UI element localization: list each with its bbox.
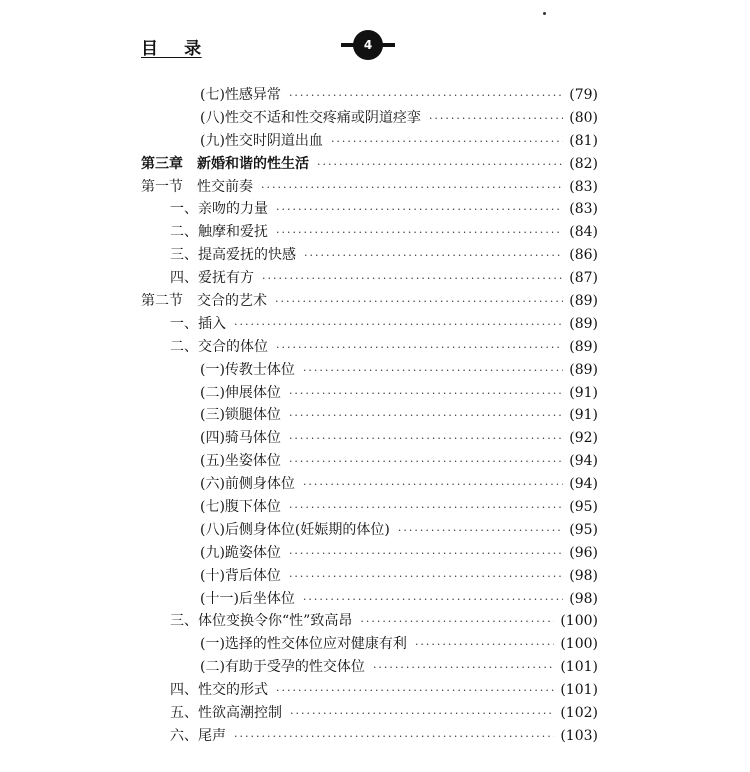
table-of-contents <box>0 84 750 748</box>
page-speck <box>543 12 546 15</box>
toc-entry <box>0 473 750 496</box>
toc-entry-title: 四、爱抚有方 <box>170 270 254 287</box>
toc-entry <box>0 359 750 382</box>
toc-entry-title: (一)传教士体位 <box>200 361 295 378</box>
toc-entry <box>0 221 750 244</box>
dot-leader <box>398 524 563 537</box>
toc-entry-title: 三、提高爱抚的快感 <box>170 247 296 264</box>
toc-entry-page: (89) <box>569 293 598 310</box>
toc-entry-title: (五)坐姿体位 <box>200 453 281 470</box>
toc-entry <box>0 336 750 359</box>
toc-entry <box>0 725 750 748</box>
dot-leader <box>289 409 563 422</box>
toc-entry-title: 三、体位变换令你“性”致高昂 <box>170 613 353 630</box>
dot-leader <box>276 203 563 216</box>
toc-entry-title: 二、触摩和爱抚 <box>170 224 268 241</box>
toc-entry-title: 第二节 交合的艺术 <box>141 293 267 310</box>
dot-leader <box>429 112 563 125</box>
toc-entry <box>0 450 750 473</box>
toc-entry-page: (83) <box>569 178 598 195</box>
dot-leader <box>261 181 563 194</box>
dot-leader <box>290 707 554 720</box>
dot-leader <box>303 478 563 491</box>
publisher-emblem-icon: 4 <box>353 30 383 60</box>
toc-entry <box>0 107 750 130</box>
dot-leader <box>304 249 563 262</box>
toc-entry <box>0 610 750 633</box>
toc-entry <box>0 427 750 450</box>
toc-entry-page: (100) <box>560 636 598 653</box>
dot-leader <box>303 364 563 377</box>
toc-entry <box>0 176 750 199</box>
toc-entry <box>0 130 750 153</box>
toc-entry <box>0 656 750 679</box>
dot-leader <box>289 501 563 514</box>
toc-entry-page: (96) <box>569 544 598 561</box>
toc-entry-page: (91) <box>569 407 598 424</box>
toc-entry-page: (95) <box>569 521 598 538</box>
toc-entry-page: (98) <box>569 567 598 584</box>
toc-entry-title: 一、亲吻的力量 <box>170 201 268 218</box>
toc-entry-title: (三)锁腿体位 <box>200 407 281 424</box>
toc-entry-page: (83) <box>569 201 598 218</box>
dot-leader <box>234 730 554 743</box>
toc-entry-page: (102) <box>560 705 598 722</box>
toc-entry-title: 五、性欲高潮控制 <box>170 705 282 722</box>
toc-entry-page: (94) <box>569 476 598 493</box>
toc-entry-title: (二)有助于受孕的性交体位 <box>200 659 365 676</box>
dot-leader <box>373 661 554 674</box>
toc-entry <box>0 382 750 405</box>
toc-entry-title: (六)前侧身体位 <box>200 476 295 493</box>
toc-entry-title: (一)选择的性交体位应对健康有利 <box>200 636 407 653</box>
dot-leader <box>289 547 563 560</box>
toc-entry-title: (七)性感异常 <box>200 87 281 103</box>
dot-leader <box>275 295 563 308</box>
toc-entry <box>0 313 750 336</box>
dot-leader <box>276 684 554 697</box>
toc-entry-page: (89) <box>569 361 598 378</box>
toc-entry-page: (82) <box>569 155 598 172</box>
dot-leader <box>289 89 563 102</box>
toc-entry-page: (81) <box>569 132 598 149</box>
dot-leader <box>303 593 563 606</box>
dot-leader <box>289 455 563 468</box>
toc-entry-page: (98) <box>569 590 598 607</box>
toc-entry <box>0 290 750 313</box>
toc-entry-title: 第一节 性交前奏 <box>141 178 253 195</box>
toc-entry-page: (80) <box>569 109 598 126</box>
toc-entry-page: (91) <box>569 384 598 401</box>
toc-entry <box>0 565 750 588</box>
toc-entry-page: (94) <box>569 453 598 470</box>
toc-entry-title: 二、交合的体位 <box>170 338 268 355</box>
toc-entry-title: (八)后侧身体位(妊娠期的体位) <box>200 521 390 538</box>
toc-entry-page: (100) <box>560 613 598 630</box>
toc-entry-title: 一、插入 <box>170 315 226 332</box>
toc-entry <box>0 244 750 267</box>
dot-leader <box>262 272 563 285</box>
toc-entry-page: (101) <box>560 659 598 676</box>
toc-entry-page: (87) <box>569 270 598 287</box>
toc-entry-title: (十一)后坐体位 <box>200 590 295 607</box>
dot-leader <box>276 341 563 354</box>
toc-entry-title: (七)腹下体位 <box>200 499 281 516</box>
toc-entry-page: (86) <box>569 247 598 264</box>
toc-entry-title: (八)性交不适和性交疼痛或阴道痉挛 <box>200 109 421 126</box>
toc-entry-page: (89) <box>569 338 598 355</box>
toc-entry-page: (95) <box>569 499 598 516</box>
toc-entry-title: 四、性交的形式 <box>170 682 268 699</box>
dot-leader <box>276 226 563 239</box>
toc-entry-title: (九)性交时阴道出血 <box>200 132 323 149</box>
toc-entry-page: (92) <box>569 430 598 447</box>
dot-leader <box>331 135 563 148</box>
toc-entry-title: (二)伸展体位 <box>200 384 281 401</box>
dot-leader <box>415 638 554 651</box>
dot-leader <box>289 387 563 400</box>
toc-entry <box>0 153 750 176</box>
toc-entry <box>0 519 750 542</box>
toc-entry-page: (89) <box>569 315 598 332</box>
toc-entry-page: (84) <box>569 224 598 241</box>
toc-entry <box>0 267 750 290</box>
toc-entry <box>0 702 750 725</box>
toc-entry-page: (103) <box>560 727 598 744</box>
toc-entry <box>0 198 750 221</box>
dot-leader <box>360 615 554 628</box>
toc-entry <box>0 633 750 656</box>
toc-entry <box>0 404 750 427</box>
toc-entry <box>0 496 750 519</box>
toc-entry <box>0 542 750 565</box>
page-title: 目 录 <box>141 39 202 59</box>
dot-leader <box>234 318 563 331</box>
toc-entry-title: (四)骑马体位 <box>200 430 281 447</box>
toc-entry-title: (九)跪姿体位 <box>200 544 281 561</box>
toc-entry-title: 六、尾声 <box>170 727 226 744</box>
toc-entry-title: (十)背后体位 <box>200 567 281 584</box>
dot-leader <box>289 570 563 583</box>
toc-entry-title: 第三章 新婚和谐的性生活 <box>141 155 309 172</box>
dot-leader <box>317 158 563 171</box>
toc-entry <box>0 588 750 611</box>
toc-entry-page: (101) <box>560 682 598 699</box>
dot-leader <box>289 432 563 445</box>
toc-entry <box>0 679 750 702</box>
toc-entry-page: (79) <box>569 87 598 103</box>
toc-entry <box>0 84 750 107</box>
